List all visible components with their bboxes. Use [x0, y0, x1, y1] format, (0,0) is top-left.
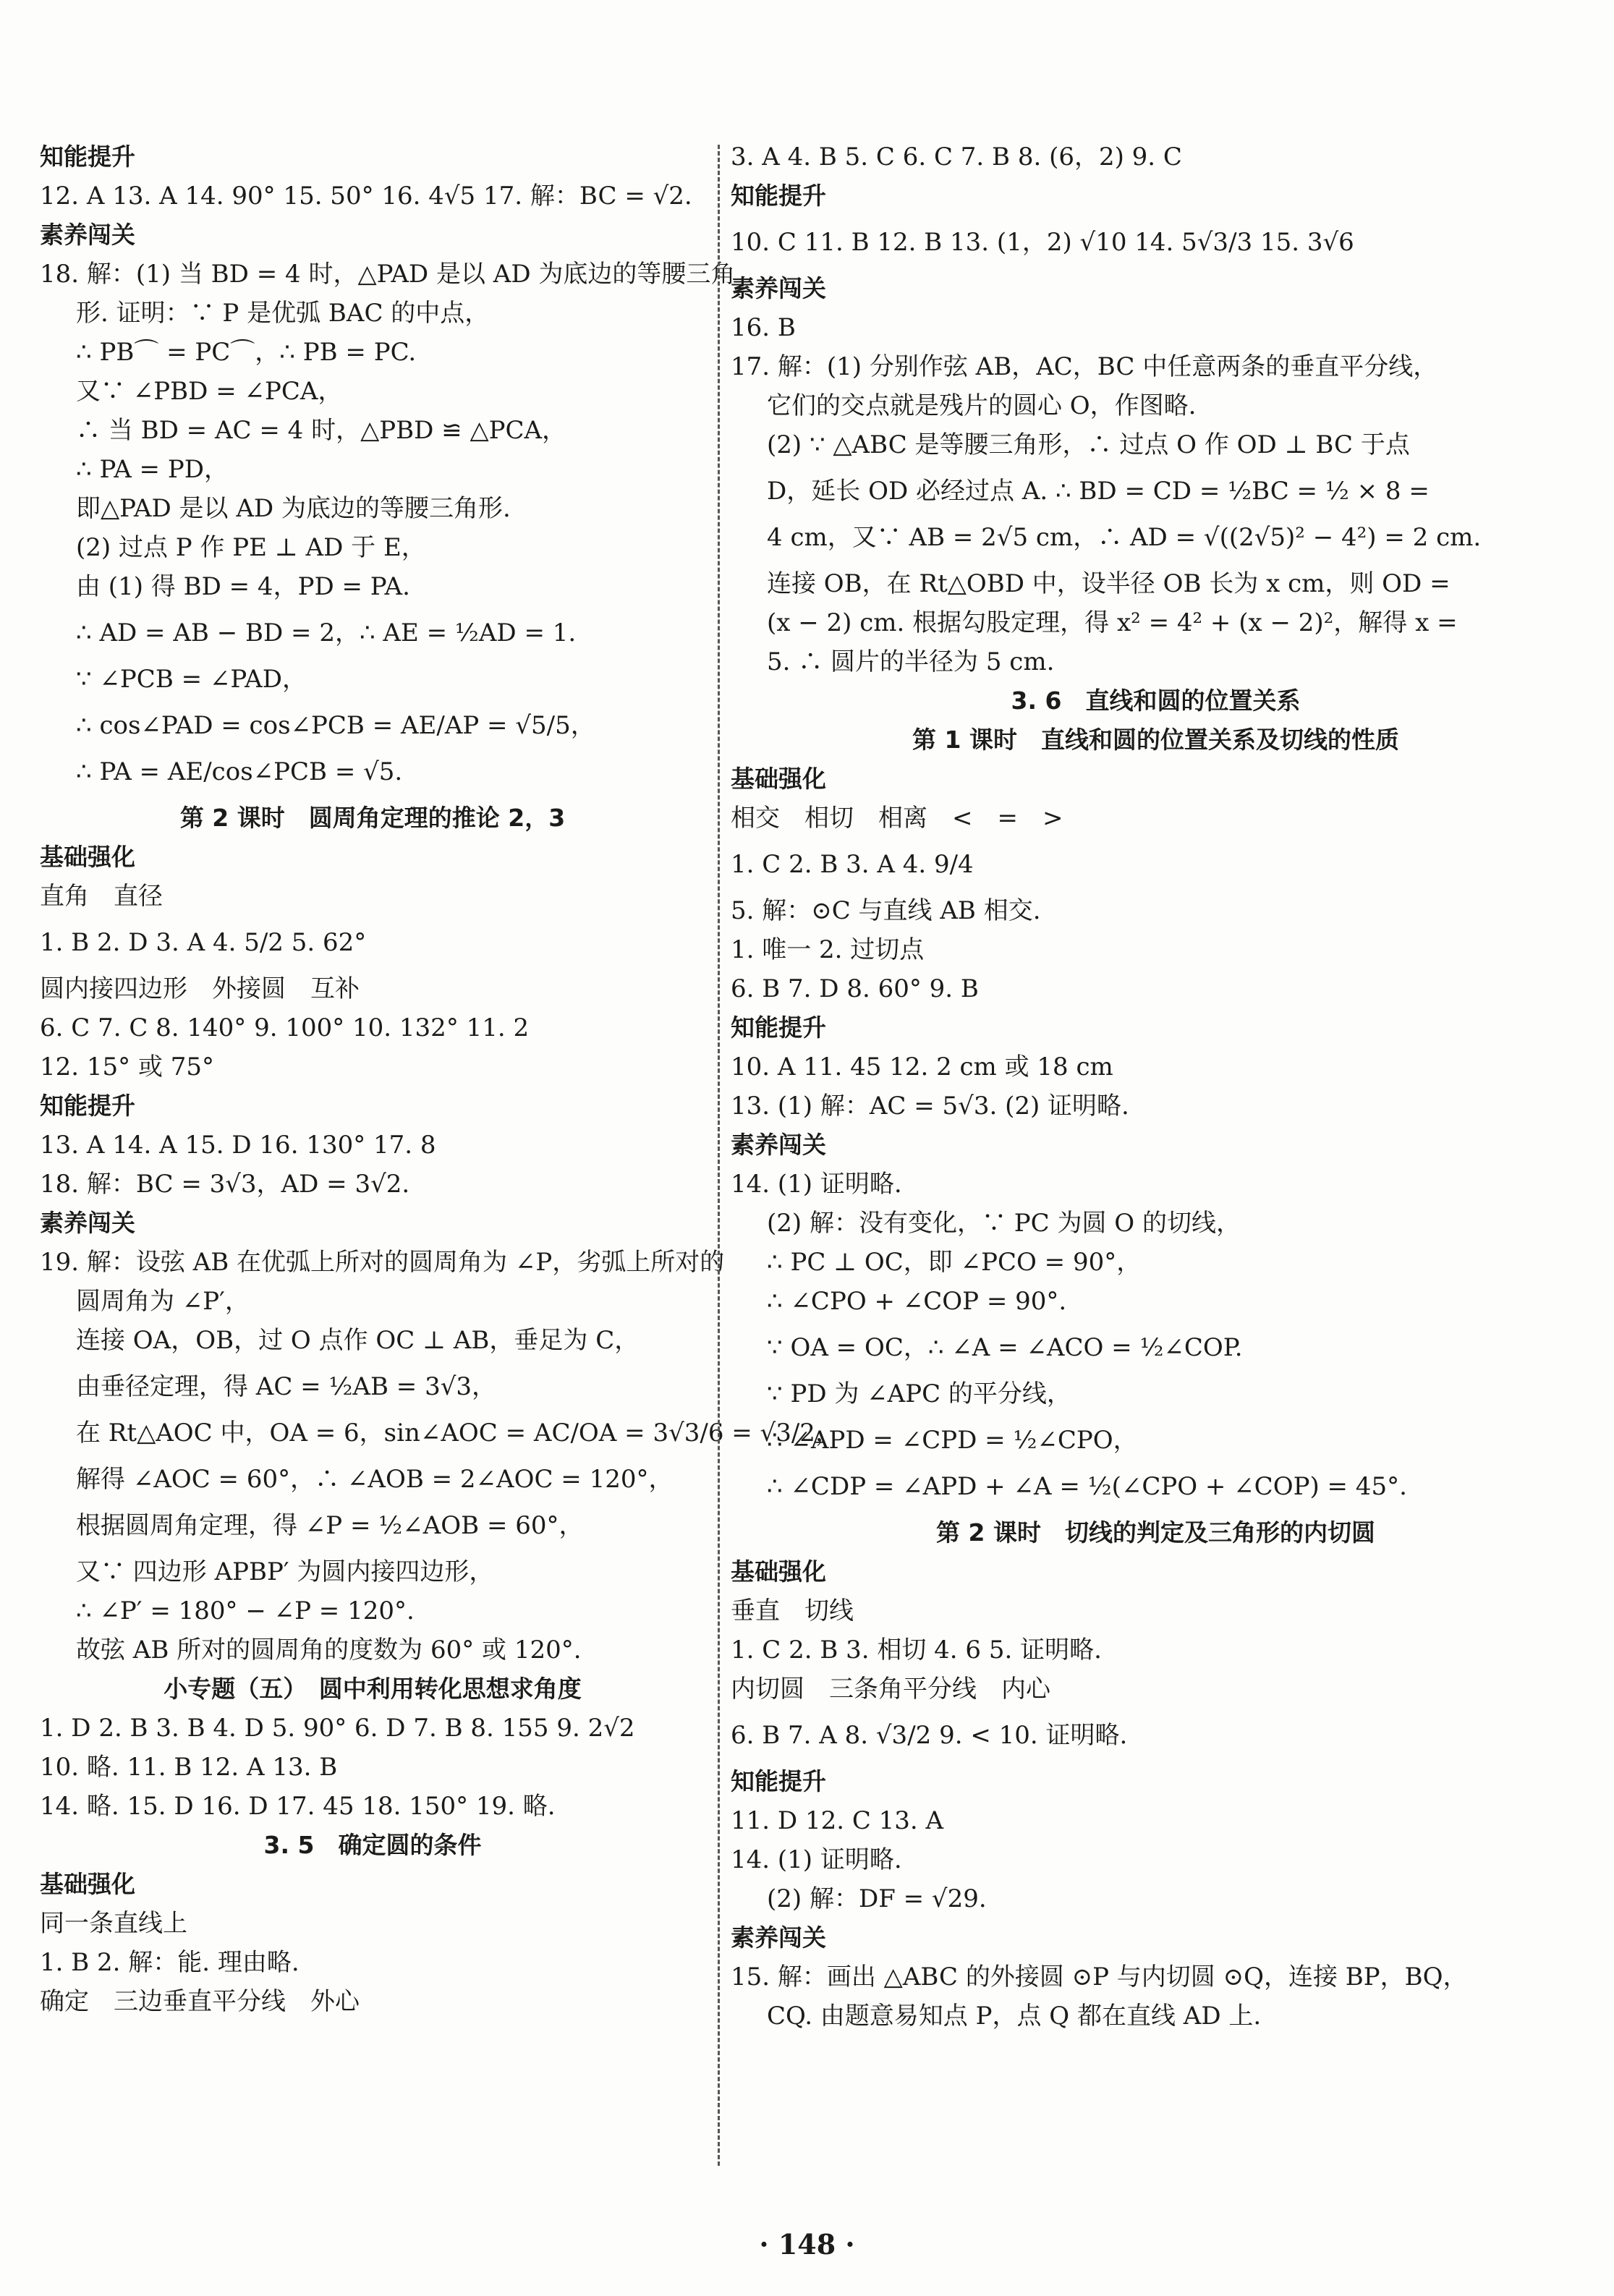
- answer-line: 相交 相切 相离 < = >: [731, 804, 1063, 833]
- answer-line: D，延长 OD 必经过点 A. ∴ BD = CD = ½BC = ½ × 8 =: [767, 477, 1430, 506]
- answer-line: ∴ AD = AB − BD = 2，∴ AE = ½AD = 1.: [76, 618, 577, 647]
- answer-line: 故弦 AB 所对的圆周角的度数为 60° 或 120°.: [76, 1636, 582, 1664]
- answer-line: (2) 解：DF = √29.: [767, 1884, 987, 1913]
- section-heading: 第 2 课时 圆周角定理的推论 2，3: [179, 804, 566, 832]
- column-divider: [718, 145, 720, 2166]
- answer-line: 又∵ ∠PBD = ∠PCA，: [76, 377, 343, 406]
- answer-line: 18. 解：BC = 3√3，AD = 3√2.: [40, 1170, 410, 1199]
- answer-line: ∴ ∠CPO + ∠COP = 90°.: [767, 1287, 1067, 1316]
- answer-line: 连接 OB，在 Rt△OBD 中，设半径 OB 长为 x cm，则 OD =: [767, 569, 1451, 598]
- section-heading: 知能提升: [731, 182, 826, 210]
- section-heading: 第 2 课时 切线的判定及三角形的内切圆: [936, 1518, 1375, 1547]
- answer-line: 12. 15° 或 75°: [40, 1053, 215, 1081]
- answer-line: 13. A 14. A 15. D 16. 130° 17. 8: [40, 1131, 436, 1160]
- answer-line: 圆周角为 ∠P′，: [76, 1287, 250, 1316]
- answer-line: 5. ∴ 圆片的半径为 5 cm.: [767, 647, 1055, 676]
- answer-line: (x − 2) cm. 根据勾股定理，得 x² = 4² + (x − 2)²，解得 x =: [767, 608, 1458, 637]
- answer-line: 1. C 2. B 3. A 4. 9/4: [731, 850, 974, 879]
- answer-line: 1. B 2. 解：能. 理由略.: [40, 1948, 300, 1977]
- answer-line: (2) ∵ △ABC 是等腰三角形，∴ 过点 O 作 OD ⊥ BC 于点: [767, 430, 1410, 459]
- answer-line: 15. 解：画出 △ABC 的外接圆 ⊙P 与内切圆 ⊙Q，连接 BP，BQ，: [731, 1963, 1468, 1991]
- answer-line: ∴ PB⌒ = PC⌒，∴ PB = PC.: [76, 338, 417, 367]
- section-heading: 素养闯关: [40, 1209, 135, 1237]
- answer-line: ∵ OA = OC，∴ ∠A = ∠ACO = ½∠COP.: [767, 1333, 1243, 1362]
- answer-line: 10. A 11. 45 12. 2 cm 或 18 cm: [731, 1053, 1113, 1081]
- answer-line: ∴ PA = AE/cos∠PCB = √5.: [76, 757, 403, 786]
- answer-line: 18. 解：(1) 当 BD = 4 时，△PAD 是以 AD 为底边的等腰三角: [40, 260, 736, 289]
- answer-line: 1. 唯一 2. 过切点: [731, 935, 925, 964]
- page-number: · 148 ·: [759, 2228, 855, 2261]
- section-heading: 3. 6 直线和圆的位置关系: [1011, 686, 1301, 715]
- answer-line: CQ. 由题意易知点 P，点 Q 都在直线 AD 上.: [767, 2002, 1262, 2031]
- answer-line: 4 cm，又∵ AB = 2√5 cm，∴ AD = √((2√5)² − 4²) = 2 cm.: [767, 523, 1482, 552]
- section-heading: 3. 5 确定圆的条件: [263, 1831, 482, 1859]
- answer-line: 14. (1) 证明略.: [731, 1845, 902, 1874]
- answer-line: ∴ ∠APD = ∠CPD = ½∠CPO，: [767, 1426, 1138, 1455]
- answer-line: ∴ PC ⊥ OC，即 ∠PCO = 90°，: [767, 1248, 1142, 1277]
- section-heading: 知能提升: [40, 143, 135, 171]
- answer-line: 12. A 13. A 14. 90° 15. 50° 16. 4√5 17. 解：BC = √2.: [40, 182, 692, 211]
- section-heading: 小专题（五） 圆中利用转化思想求角度: [163, 1675, 582, 1703]
- section-heading: 知能提升: [731, 1767, 826, 1795]
- answer-line: 13. (1) 解：AC = 5√3. (2) 证明略.: [731, 1092, 1129, 1121]
- answer-line: ∴ 当 BD = AC = 4 时，△PBD ≌ △PCA，: [76, 416, 567, 445]
- answer-line: (2) 过点 P 作 PE ⊥ AD 于 E，: [76, 533, 426, 562]
- answer-line: 形. 证明：∵ P 是优弧 BAC 的中点，: [76, 299, 490, 328]
- answer-line: 1. B 2. D 3. A 4. 5/2 5. 62°: [40, 928, 367, 957]
- right-column: [731, 137, 1581, 2036]
- answer-line: 10. 略. 11. B 12. A 13. B: [40, 1753, 338, 1782]
- answer-line: ∴ PA = PD，: [76, 455, 229, 484]
- answer-line: 17. 解：(1) 分别作弦 AB，AC，BC 中任意两条的垂直平分线，: [731, 352, 1438, 381]
- answer-line: ∴ ∠P′ = 180° − ∠P = 120°.: [76, 1596, 415, 1625]
- answer-line: 11. D 12. C 13. A: [731, 1806, 944, 1835]
- answer-line: ∴ ∠CDP = ∠APD + ∠A = ½(∠CPO + ∠COP) = 45°.: [767, 1472, 1407, 1501]
- answer-line: 确定 三边垂直平分线 外心: [40, 1987, 360, 2016]
- answer-line: 6. B 7. D 8. 60° 9. B: [731, 974, 979, 1003]
- section-heading: 素养闯关: [731, 1923, 826, 1952]
- section-heading: 基础强化: [40, 843, 135, 871]
- answer-line: 5. 解：⊙C 与直线 AB 相交.: [731, 896, 1041, 925]
- answer-line: 即△PAD 是以 AD 为底边的等腰三角形.: [76, 494, 511, 523]
- answer-line: 内切圆 三条角平分线 内心: [731, 1675, 1050, 1704]
- section-heading: 素养闯关: [731, 274, 826, 302]
- answer-line: 1. D 2. B 3. B 4. D 5. 90° 6. D 7. B 8. 155 9. 2√2: [40, 1714, 635, 1743]
- answer-line: ∵ PD 为 ∠APC 的平分线，: [767, 1379, 1071, 1408]
- answer-line: 由垂径定理，得 AC = ½AB = 3√3，: [76, 1372, 497, 1401]
- section-heading: 基础强化: [731, 765, 826, 793]
- answer-line: 16. B: [731, 313, 796, 342]
- answer-line: 19. 解：设弦 AB 在优弧上所对的圆周角为 ∠P，劣弧上所对的: [40, 1248, 725, 1277]
- answer-line: 由 (1) 得 BD = 4，PD = PA.: [76, 572, 410, 601]
- answer-line: 垂直 切线: [731, 1596, 854, 1625]
- section-heading: 素养闯关: [731, 1131, 826, 1159]
- answer-line: 直角 直径: [40, 882, 163, 911]
- answer-line: 根据圆周角定理，得 ∠P = ½∠AOB = 60°，: [76, 1511, 584, 1540]
- section-heading: 第 1 课时 直线和圆的位置关系及切线的性质: [912, 726, 1399, 754]
- answer-line: 在 Rt△AOC 中，OA = 6，sin∠AOC = AC/OA = 3√3/6 = √3/2，: [76, 1419, 840, 1447]
- answer-line: 又∵ 四边形 APBP′ 为圆内接四边形，: [76, 1557, 494, 1586]
- answer-line: 解得 ∠AOC = 60°，∴ ∠AOB = 2∠AOC = 120°，: [76, 1465, 674, 1494]
- section-heading: 基础强化: [40, 1870, 135, 1898]
- answer-line: ∵ ∠PCB = ∠PAD，: [76, 665, 307, 694]
- answer-line: 3. A 4. B 5. C 6. C 7. B 8. (6，2) 9. C: [731, 143, 1182, 171]
- answer-line: 连接 OA，OB，过 O 点作 OC ⊥ AB，垂足为 C，: [76, 1326, 640, 1355]
- section-heading: 基础强化: [731, 1557, 826, 1586]
- answer-line: 6. C 7. C 8. 140° 9. 100° 10. 132° 11. 2: [40, 1013, 530, 1042]
- section-heading: 素养闯关: [40, 221, 135, 249]
- answer-line: 10. C 11. B 12. B 13. (1，2) √10 14. 5√3/3 15. 3√6: [731, 228, 1354, 257]
- answer-line: 它们的交点就是残片的圆心 O，作图略.: [767, 391, 1197, 420]
- answer-line: 同一条直线上: [40, 1909, 187, 1938]
- section-heading: 知能提升: [731, 1013, 826, 1042]
- section-heading: 知能提升: [40, 1092, 135, 1120]
- answer-line: 1. C 2. B 3. 相切 4. 6 5. 证明略.: [731, 1636, 1102, 1664]
- answer-line: 6. B 7. A 8. √3/2 9. < 10. 证明略.: [731, 1721, 1128, 1750]
- answer-line: ∴ cos∠PAD = cos∠PCB = AE/AP = √5/5，: [76, 711, 595, 740]
- answer-line: 圆内接四边形 外接圆 互补: [40, 974, 360, 1003]
- answer-line: 14. 略. 15. D 16. D 17. 45 18. 150° 19. 略.: [40, 1792, 556, 1821]
- answer-line: 14. (1) 证明略.: [731, 1170, 902, 1199]
- answer-line: (2) 解：没有变化，∵ PC 为圆 O 的切线，: [767, 1209, 1241, 1238]
